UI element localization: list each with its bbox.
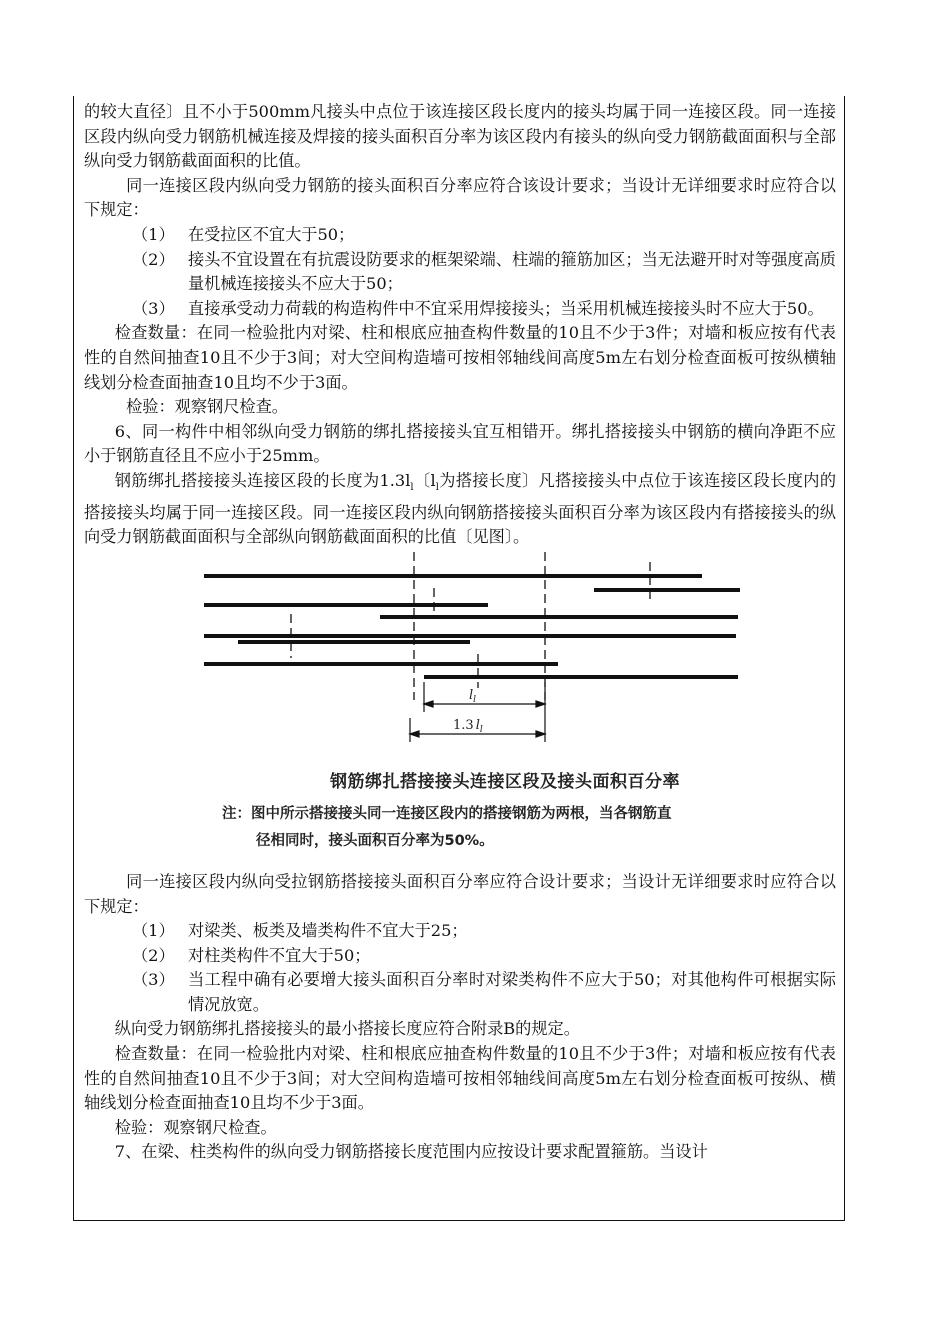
- list-item-text: 在受拉区不宜大于50；: [188, 224, 355, 244]
- list-item-number: （1）: [132, 224, 175, 244]
- subscript-l: l: [435, 482, 439, 494]
- list-item-number: （3）: [132, 298, 175, 318]
- paragraph-6: [84, 469, 836, 550]
- arrow-head: [536, 731, 545, 737]
- paragraph-10: 检验：观察钢尺检查。: [114, 1117, 277, 1137]
- paragraph-6-part-b: 〔l: [413, 470, 436, 490]
- list-item: [84, 248, 836, 297]
- lap-splice-figure: [84, 550, 836, 870]
- dimension-label-zone: 1.3 $l_l$: [453, 717, 483, 735]
- list-item: [84, 944, 836, 969]
- arrow-head: [410, 731, 419, 737]
- paragraph-6-part-a: 钢筋绑扎搭接接头连接区段的长度为1.3l: [114, 470, 411, 490]
- list-item: [84, 919, 836, 944]
- paragraph-8: 纵向受力钢筋绑扎搭接接头的最小搭接长度应符合附录B的规定。: [114, 1019, 580, 1039]
- list-item-number: （1）: [132, 921, 175, 941]
- list-1: [84, 223, 836, 321]
- list-item-number: （2）: [132, 249, 175, 269]
- paragraph-2: 同一连接区段内纵向受力钢筋的接头面积百分率应符合该设计要求；当设计无详细要求时应符合以下规定：: [84, 175, 836, 220]
- list-item: [84, 968, 836, 1017]
- document-frame: [73, 96, 845, 1221]
- dimension-label-lap: $l_l$: [469, 687, 477, 705]
- paragraph-4: 检验：观察钢尺检查。: [126, 397, 288, 417]
- list-item-text: 直接承受动力荷载的构造构件中不宜采用焊接接头；当采用机械连接接头时不应大于50。: [188, 298, 824, 318]
- paragraph-6-part-c: 为搭接长度〕凡搭接接头中点位于该连接区段长度内的搭接接头均属于同一连接区段。同一连接区段内纵向钢筋搭接接头面积百分率为该区段内有搭接接头的纵向受力钢筋截面面积与全部纵向钢筋截面面积的比值〔见图〕。: [84, 470, 837, 547]
- paragraph-11: 7、在梁、柱类构件的纵向受力钢筋搭接长度范围内应按设计要求配置箍筋。当设计: [114, 1142, 708, 1162]
- list-item-number: （3）: [132, 970, 175, 990]
- paragraph-7: 同一连接区段内纵向受拉钢筋搭接接头面积百分率应符合设计要求；当设计无详细要求时应符合以下规定：: [84, 871, 836, 916]
- list-item-text: 接头不宜设置在有抗震设防要求的框架梁端、柱端的箍筋加区；当无法避开时对等强度高质量机械连接接头不应大于50；: [188, 249, 836, 294]
- paragraph-3: 检查数量：在同一检验批内对梁、柱和根底应抽查构件数量的10且不少于3件；对墙和板应按有代表性的自然间抽查10且不少于3间；对大空间构造墙可按相邻轴线间高度5m左右划分检查面板可按纵横轴线划分检查面抽查10且均不少于3面。: [84, 323, 836, 392]
- paragraph-9: 检查数量：在同一检验批内对梁、柱和根底应抽查构件数量的10且不少于3件；对墙和板应按有代表性的自然间抽查10且不少于3间；对大空间构造墙可按相邻轴线间高度5m左右划分检查面板可按纵、横轴线划分检查面抽查10且均不少于3面。: [84, 1044, 836, 1113]
- list-item: [84, 297, 836, 322]
- arrow-head: [536, 701, 545, 707]
- figure-title: 钢筋绑扎搭接接头连接区段及接头面积百分率: [330, 771, 680, 792]
- paragraph-5: 6、同一构件中相邻纵向受力钢筋的绑扎搭接接头宜互相错开。绑扎搭接接头中钢筋的横向净距不应小于钢筋直径且不应小于25mm。: [84, 421, 836, 466]
- list-item-text: 当工程中确有必要增大接头面积百分率时对梁类构件不应大于50；对其他构件可根据实际情况放宽。: [188, 970, 836, 1014]
- arrow-head: [424, 701, 433, 707]
- subscript-l: l: [410, 482, 414, 494]
- list-item-number: （2）: [132, 945, 175, 965]
- list-item-text: 对梁类、板类及墙类构件不宜大于25；: [188, 921, 468, 941]
- paragraph-1: 的较大直径〕且不小于500mm凡接头中点位于该连接区段长度内的接头均属于同一连接区段。同一连接区段内纵向受力钢筋机械连接及焊接的接头面积百分率为该区段内有接头的纵向受力钢筋截面面积与全部纵向受力钢筋截面面积的比值。: [84, 102, 836, 171]
- list-item: [84, 223, 836, 248]
- figure-note: 径相同时，接头面积百分率为50%。: [256, 832, 494, 849]
- list-2: [84, 919, 836, 1017]
- document-body: [84, 100, 836, 1165]
- figure-note: 注：图中所示搭接接头同一连接区段内的搭接钢筋为两根，当各钢筋直: [222, 805, 672, 822]
- list-item-text: 对柱类构件不宜大于50；: [188, 945, 371, 965]
